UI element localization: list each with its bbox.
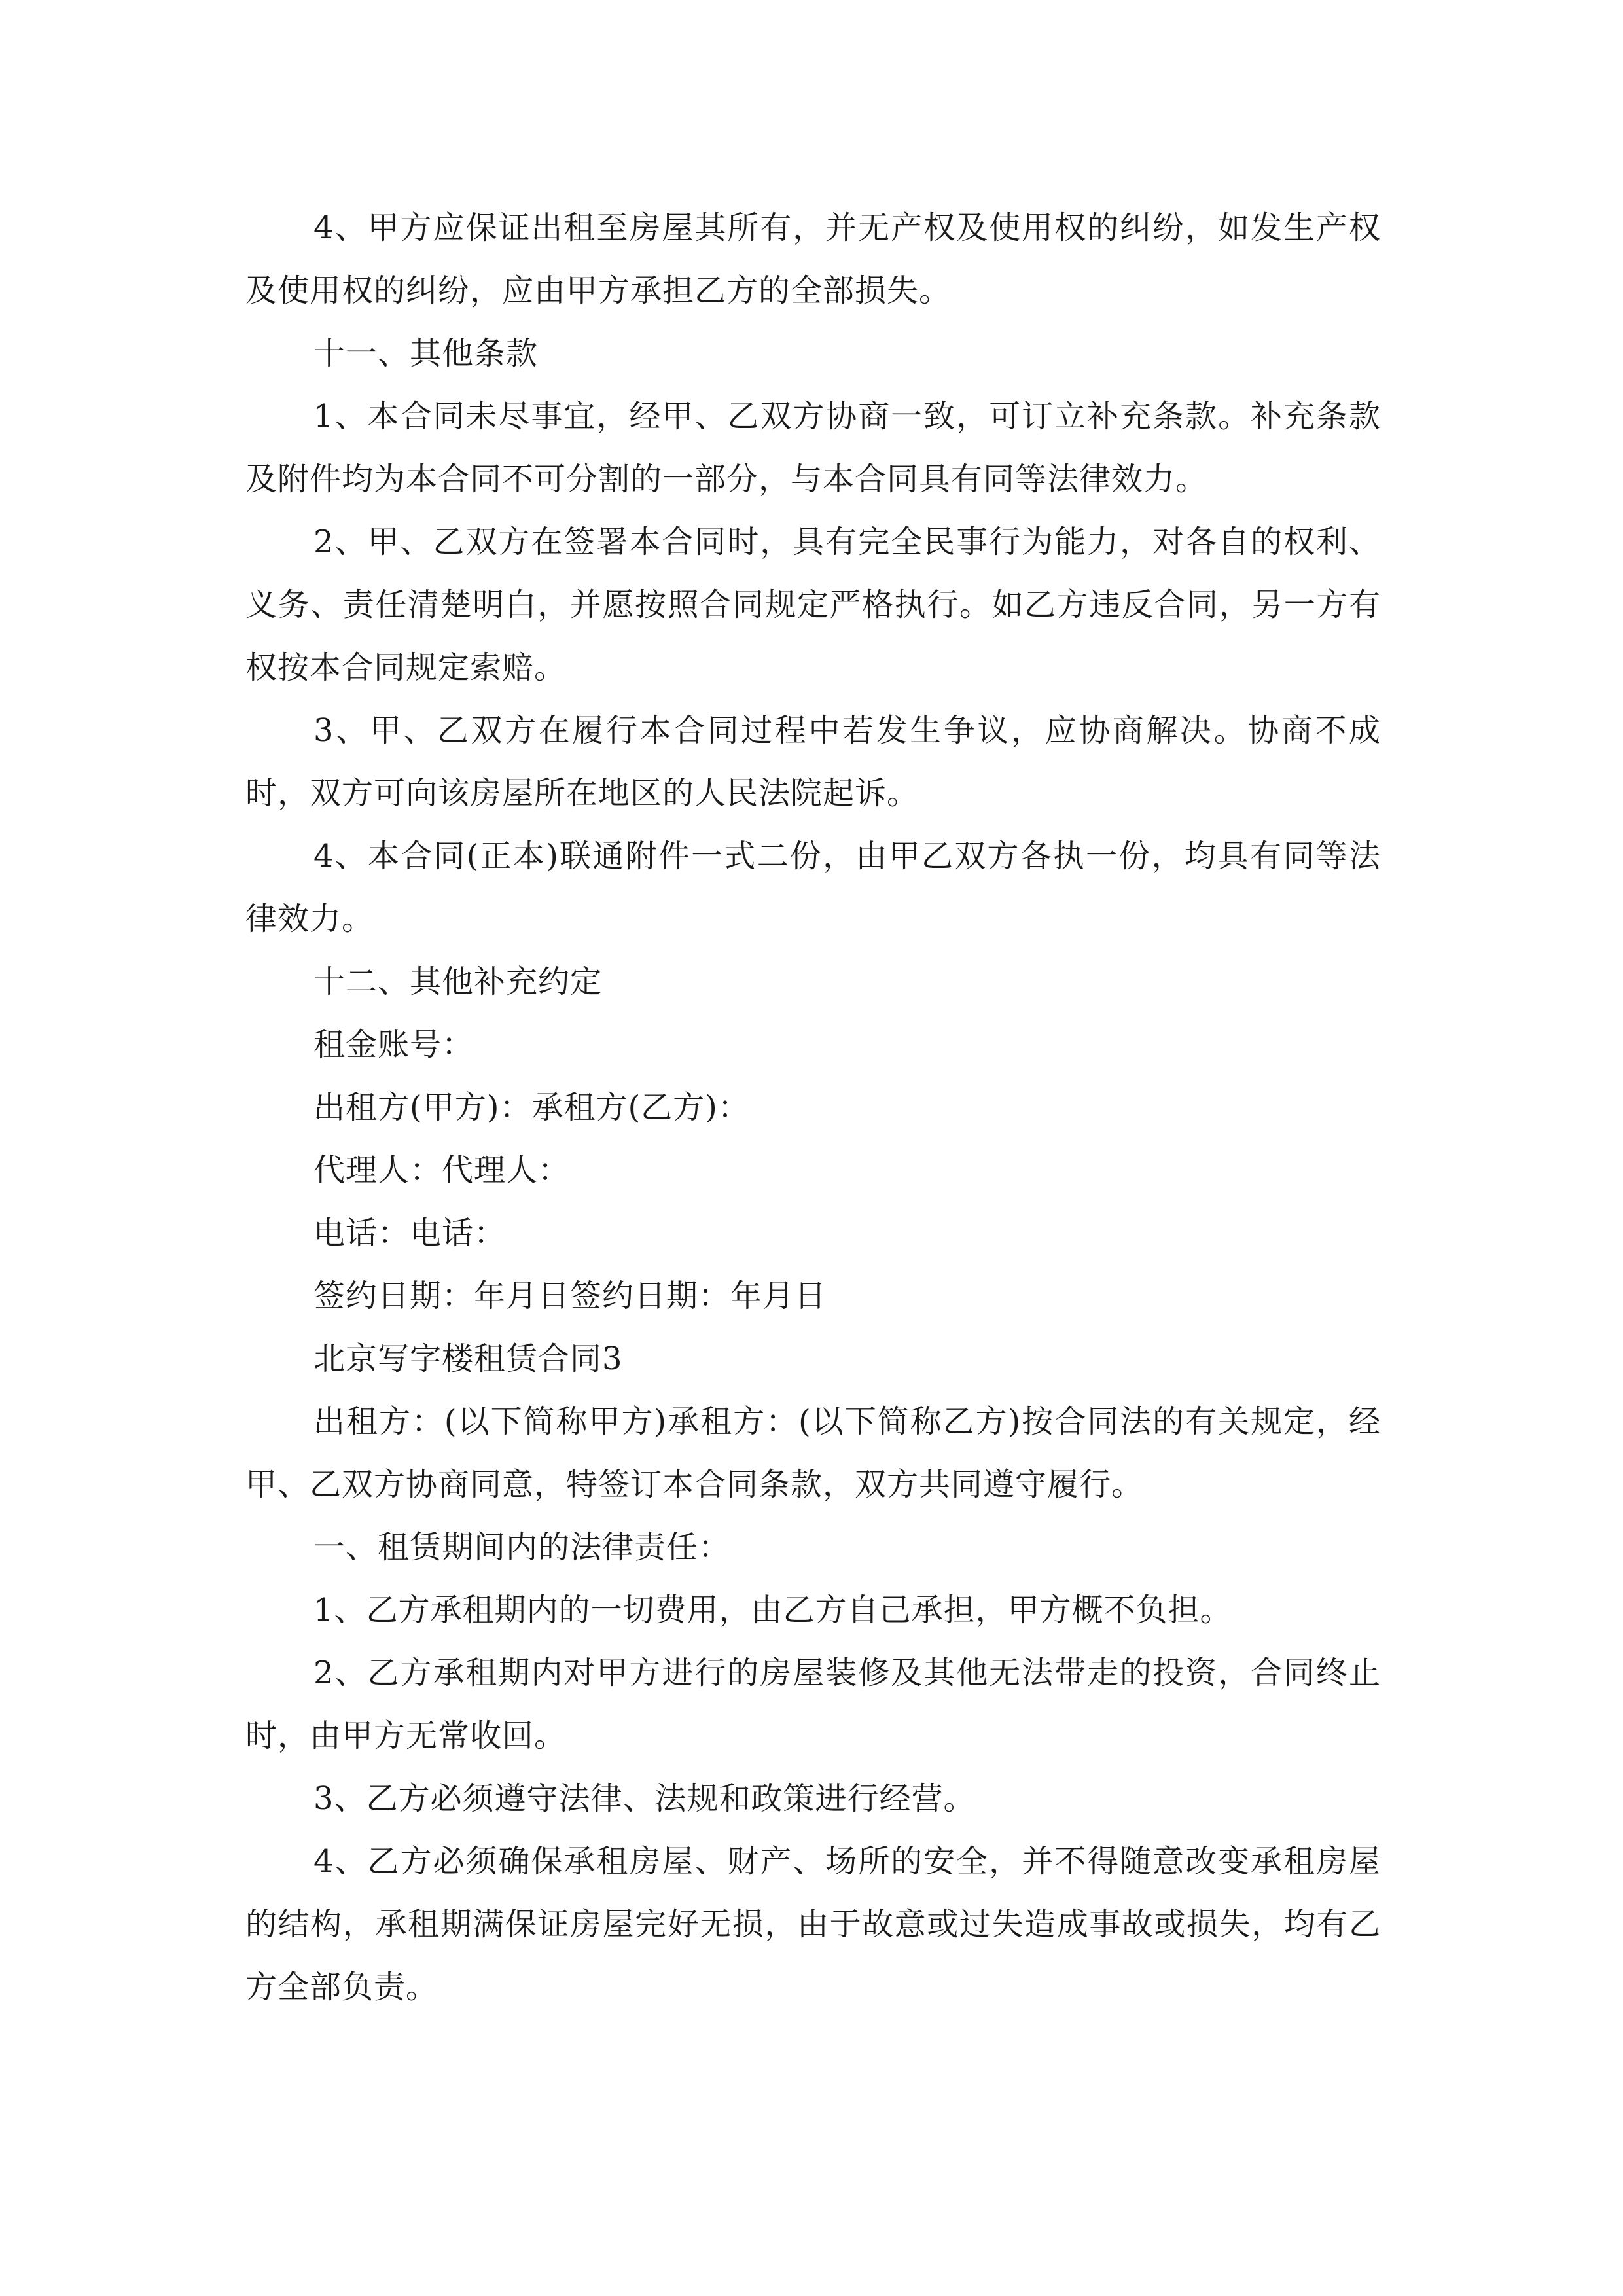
rent-account-line: 租金账号：	[313, 1026, 474, 1063]
paragraph-clause-11-2: 2、甲、乙双方在签署本合同时，具有完全民事行为能力，对各自的权利、义务、责任清楚明白，并愿按照合同规定严格执行。如乙方违反合同，另一方有权按本合同规定索赔。	[245, 524, 1381, 686]
paragraph-clause-10-4: 4、甲方应保证出租至房屋其所有，并无产权及使用权的纠纷，如发生产权及使用权的纠纷，应由甲方承担乙方的全部损失。	[245, 209, 1381, 309]
agent-line: 代理人：代理人：	[313, 1152, 571, 1189]
contract-title: 北京写字楼租赁合同3	[313, 1340, 623, 1377]
phone-line: 电话：电话：	[313, 1215, 507, 1251]
paragraph-clause-1-4: 4、乙方必须确保承租房屋、财产、场所的安全，并不得随意改变承租房屋的结构，承租期满保证房屋完好无损，由于故意或过失造成事故或损失，均有乙方全部负责。	[245, 1843, 1381, 2005]
section-heading-12: 十二、其他补充约定	[313, 963, 603, 1000]
paragraph-clause-1-3: 3、乙方必须遵守法律、法规和政策进行经营。	[313, 1780, 976, 1817]
contract-preamble: 出租方：(以下简称甲方)承租方：(以下简称乙方)按合同法的有关规定，经甲、乙双方协商同意，特签订本合同条款，双方共同遵守履行。	[245, 1403, 1381, 1503]
paragraph-clause-1-1: 1、乙方承租期内的一切费用，由乙方自己承担，甲方概不负担。	[313, 1592, 1232, 1628]
parties-line: 出租方(甲方)：承租方(乙方)：	[313, 1089, 750, 1126]
paragraph-clause-11-3: 3、甲、乙双方在履行本合同过程中若发生争议，应协商解决。协商不成时，双方可向该房屋所在地区的人民法院起诉。	[245, 712, 1381, 812]
signing-date-line: 签约日期：年月日签约日期：年月日	[313, 1278, 827, 1314]
section-heading-11: 十一、其他条款	[313, 335, 539, 372]
paragraph-clause-1-2: 2、乙方承租期内对甲方进行的房屋装修及其他无法带走的投资，合同终止时，由甲方无常收回。	[245, 1655, 1381, 1754]
paragraph-clause-11-4: 4、本合同(正本)联通附件一式二份，由甲乙双方各执一份，均具有同等法律效力。	[245, 838, 1381, 937]
section-heading-1: 一、租赁期间内的法律责任：	[313, 1529, 731, 1566]
paragraph-clause-11-1: 1、本合同未尽事宜，经甲、乙双方协商一致，可订立补充条款。补充条款及附件均为本合同不可分割的一部分，与本合同具有同等法律效力。	[245, 398, 1381, 497]
document-body	[245, 196, 1381, 2018]
